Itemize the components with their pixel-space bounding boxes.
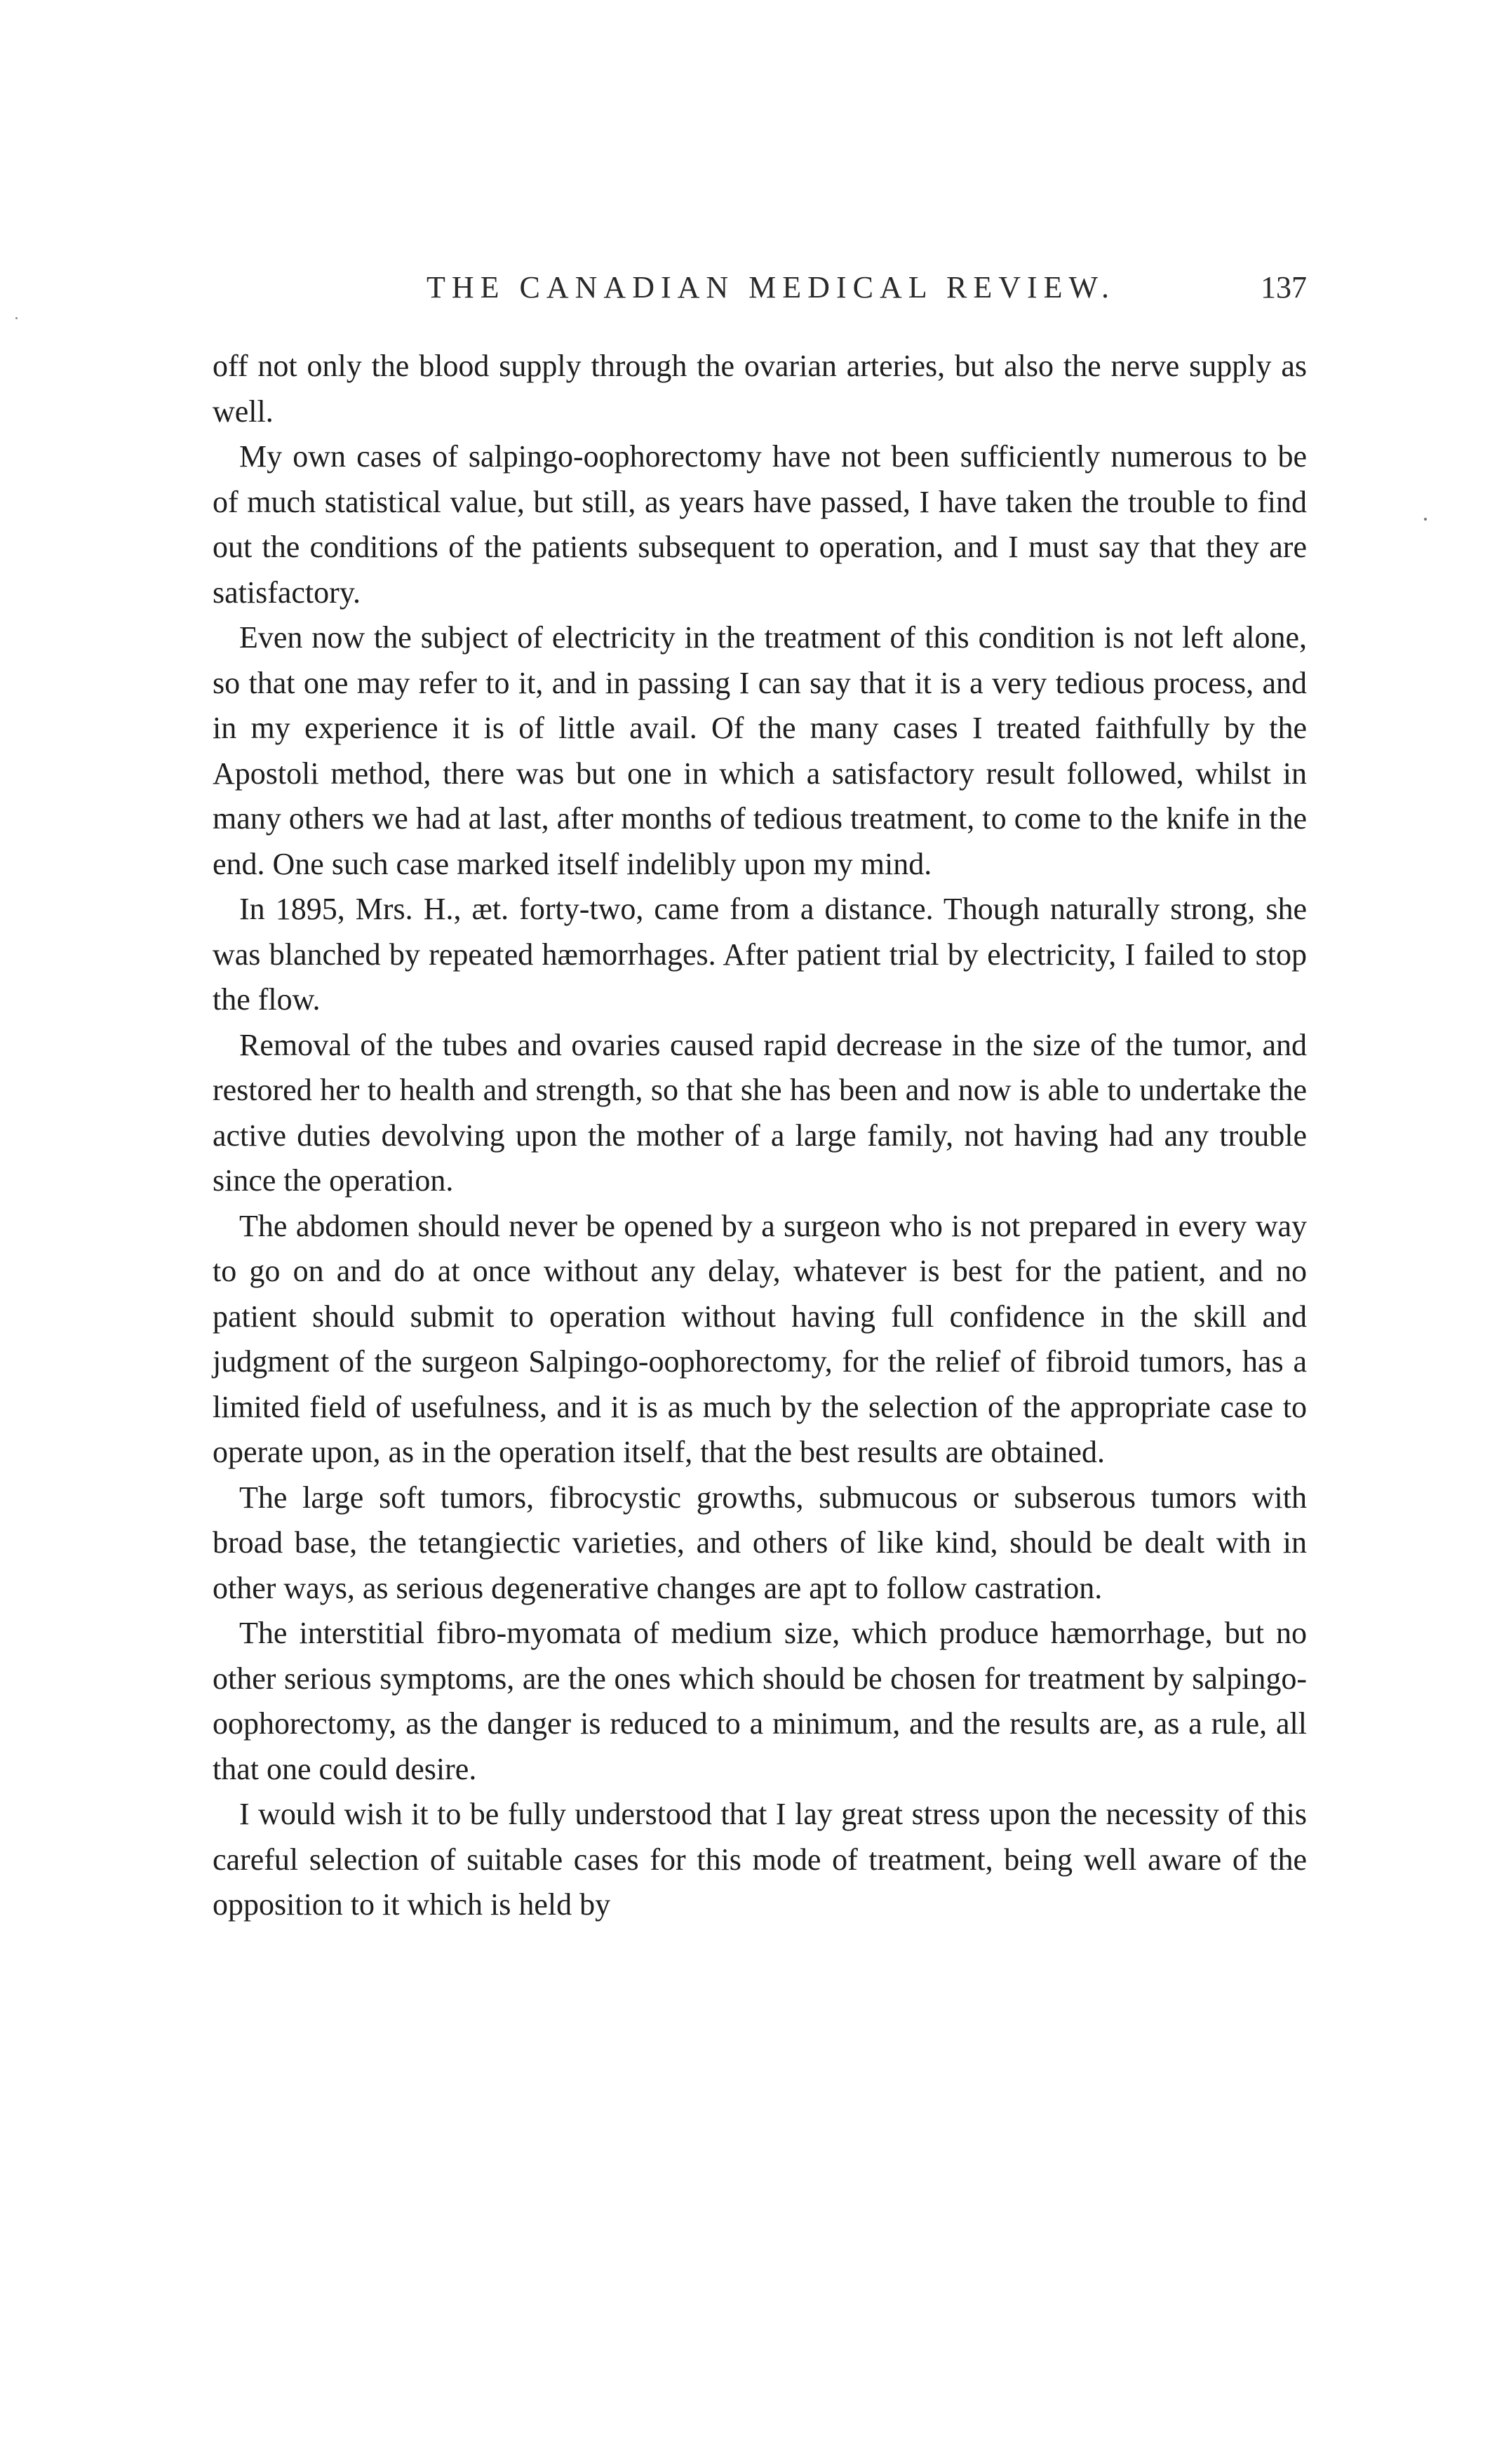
scan-speck (1424, 518, 1427, 521)
paragraph: The interstitial fibro-myomata of medium size, which produce hæmorrhage, but no other serious symptoms, are the ones which should be chosen for treatment by salpingo-oophorectomy, as the danger is reduced to a minimum, and the results are, as a rule, all that one could desire. (213, 1616, 1307, 1786)
paragraph: The large soft tumors, fibrocystic growths, submucous or subserous tumors with broad base, the tetangiectic varieties, and others of like kind, should be dealt with in other ways, as serious degenerative changes are apt to follow castration. (213, 1480, 1307, 1605)
running-head: THE CANADIAN MEDICAL REVIEW. (427, 270, 1115, 304)
paragraph: The abdomen should never be opened by a surgeon who is not prepared in every way to go on and do at once without any delay, whatever is best for the patient, and no patient should submit to operation without having full confidence in the skill and judgment of the surgeon Salpingo-oophorectomy, for the relief of fibroid tumors, has a limited field of usefulness, and it is as much by the selection of the appropriate case to operate upon, as in the operation itself, that the best results are obtained. (213, 1208, 1307, 1469)
paragraph: My own cases of salpingo-oophorectomy have not been sufficiently numerous to be of much statistical value, but still, as years have passed, I have taken the trouble to find out the conditions of the patients subsequent to operation, and I must say that they are satisfactory. (213, 439, 1307, 610)
paragraph: I would wish it to be fully understood that I lay great stress upon the necessity of this careful selection of suitable cases for this mode of treatment, being well aware of the opposition to it which is held by (213, 1797, 1307, 1922)
page-number: 137 (1261, 270, 1307, 304)
paragraph: Even now the subject of electricity in the treatment of this condition is not left alone, so that one may refer to it, and in passing I can say that it is a very tedious process, and in my experience it is of little avail. Of the many cases I treated faithfully by the Apostoli method, there was but one in which a satisfactory result followed, whilst in many others we had at last, after months of tedious treatment, to come to the knife in the end. One such case marked itself indelibly upon my mind. (213, 620, 1307, 881)
paragraph: Removal of the tubes and ovaries caused rapid decrease in the size of the tumor, and restored her to health and strength, so that she has been and now is able to undertake the active duties devolving upon the mother of a large family, not having had any trouble since the operation. (213, 1027, 1307, 1198)
scan-speck (15, 317, 18, 319)
paragraph: off not only the blood supply through the ovarian arteries, but also the nerve supply as well. (213, 349, 1307, 429)
paragraph: In 1895, Mrs. H., æt. forty-two, came from a distance. Though naturally strong, she was blanched by repeated hæmorrhages. After patient trial by electricity, I failed to stop the flow. (213, 892, 1307, 1017)
page-header (213, 269, 1307, 312)
body-text (213, 344, 1307, 1928)
